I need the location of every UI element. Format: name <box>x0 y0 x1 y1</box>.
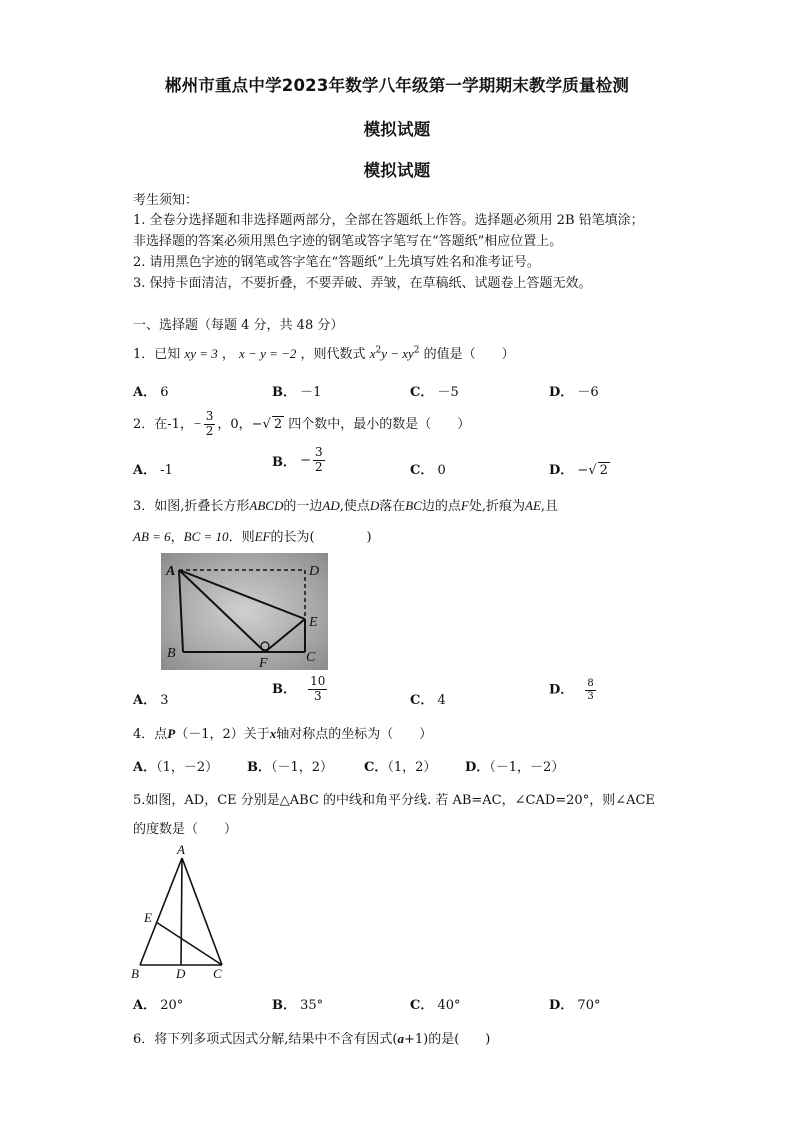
q1-mid: ，则代数式 <box>300 347 366 362</box>
q1-sep: ， <box>221 347 235 362</box>
q1-option-a: A． 6 <box>133 385 169 400</box>
q1-exp-a: 2 <box>375 345 382 356</box>
exam-subtitle-repeat: 模拟试题 <box>363 161 431 180</box>
q2-option-b: B． − $\frac{3}{2}$ <box>272 445 323 474</box>
q5-option-d: D． 70° <box>549 998 601 1013</box>
q3-label-B: B <box>167 646 176 661</box>
q5-edge-AC <box>182 858 222 965</box>
q1-option-d: D． －6 <box>549 385 599 400</box>
q3-figure <box>161 553 328 670</box>
q2-neg: − <box>192 416 202 431</box>
q1-suffix: 的值是（ ） <box>423 347 515 362</box>
q4-option-a: A．（1，－2） <box>133 760 219 775</box>
q3-label-A: A <box>166 564 176 579</box>
exam-subtitle: 模拟试题 <box>363 120 431 139</box>
q3-option-b: B． $\frac{10}{3}$ <box>272 674 326 703</box>
q1-prefix: 1．已知 <box>133 347 181 362</box>
section-heading: 一、选择题（每题 4 分，共 48 分） <box>133 318 344 333</box>
q4-option-b: B．（－1，2） <box>247 760 334 775</box>
q3-label-D: D <box>309 564 320 579</box>
q1-expr-b: y − xy <box>381 346 414 361</box>
q1-exp-b: 2 <box>413 345 420 356</box>
q2-mid: ，0， <box>217 417 252 432</box>
notice-line-1: 1. 全卷分选择题和非选择题两部分，全部在答题纸上作答。选择题必须用 2B 铅笔填涂； <box>133 213 644 228</box>
q5-figure <box>128 840 228 980</box>
q3-option-a: A． 3 <box>133 693 169 708</box>
question-4: 4．点P（－1，2）关于x轴对称点的坐标为（ ） <box>133 726 433 742</box>
notice-line-3: 2. 请用黑色字迹的钢笔或答字笔在“答题纸”上先填写姓名和准考证号。 <box>133 255 540 270</box>
q5-option-c: C． 40° <box>410 998 461 1013</box>
notice-line-4: 3. 保持卡面清洁，不要折叠，不要弄破、弄皱，在草稿纸、试题卷上答题无效。 <box>133 276 592 291</box>
question-2 <box>133 406 470 443</box>
q3-label-E: E <box>309 615 318 630</box>
q4-option-d: D．（－1，－2） <box>465 760 565 775</box>
notice-line-2: 非选择题的答案必须用黑色字迹的钢笔或答字笔写在“答题纸”相应位置上。 <box>133 234 563 249</box>
q2-option-a: A． -1 <box>133 463 173 478</box>
q3-label-F: F <box>259 656 268 670</box>
question-3-line-2: AB = 6，BC = 10．则EF的长为( ) <box>133 529 372 545</box>
q5-label-D: D <box>176 966 186 980</box>
q1-expr-a: x <box>369 346 376 361</box>
q2-fraction: $\frac{3}{2}$ <box>205 409 214 438</box>
q5-label-B: B <box>131 966 139 980</box>
q5-option-a: A． 20° <box>133 998 184 1013</box>
question-3-line-1: 3．如图,折叠长方形ABCD的一边AD,使点D落在BC边的点F处,折痕为AE,且 <box>133 498 559 514</box>
question-5-line-1: 5.如图，AD，CE 分别是△ABC 的中线和角平分线. 若 AB=AC，∠CAD=20°，则∠ACE <box>133 793 655 808</box>
q5-label-C: C <box>213 966 222 980</box>
question-5-line-2: 的度数是（ ） <box>133 822 238 837</box>
notice-heading: 考生须知： <box>133 193 199 208</box>
q4-option-c: C．（1，2） <box>364 760 437 775</box>
question-6: 6．将下列多项式因式分解,结果中不含有因式(a+1)的是( ) <box>133 1031 491 1047</box>
q5-bisector-CE <box>156 922 222 965</box>
q2-sqrt-neg: − <box>251 417 263 432</box>
q3-label-C: C <box>306 650 316 665</box>
q1-option-c: C． －5 <box>410 385 459 400</box>
q2-sqrt: √ 2 <box>262 417 283 432</box>
q1-option-b: B． －1 <box>272 385 322 400</box>
q1-condition-1: xy = 3 <box>184 346 218 361</box>
q2-option-c: C． 0 <box>410 463 446 478</box>
q5-median-AD <box>181 858 182 965</box>
q5-option-b: B． 35° <box>272 998 324 1013</box>
q2-suffix: 四个数中，最小的数是（ ） <box>288 417 471 432</box>
question-1 <box>133 343 515 362</box>
q3-option-c: C． 4 <box>410 693 446 708</box>
exam-title: 郴州市重点中学2023年数学八年级第一学期期末教学质量检测 <box>164 76 630 95</box>
q1-condition-2: x − y = −2 <box>239 346 297 361</box>
q5-label-E: E <box>144 910 152 925</box>
q2-prefix: 2．在-1， <box>133 417 193 432</box>
q2-option-d: D． −√ 2 <box>549 463 608 478</box>
q5-label-A: A <box>177 842 185 857</box>
q3-option-d: D． $\frac{8}{3}$ <box>549 678 594 702</box>
